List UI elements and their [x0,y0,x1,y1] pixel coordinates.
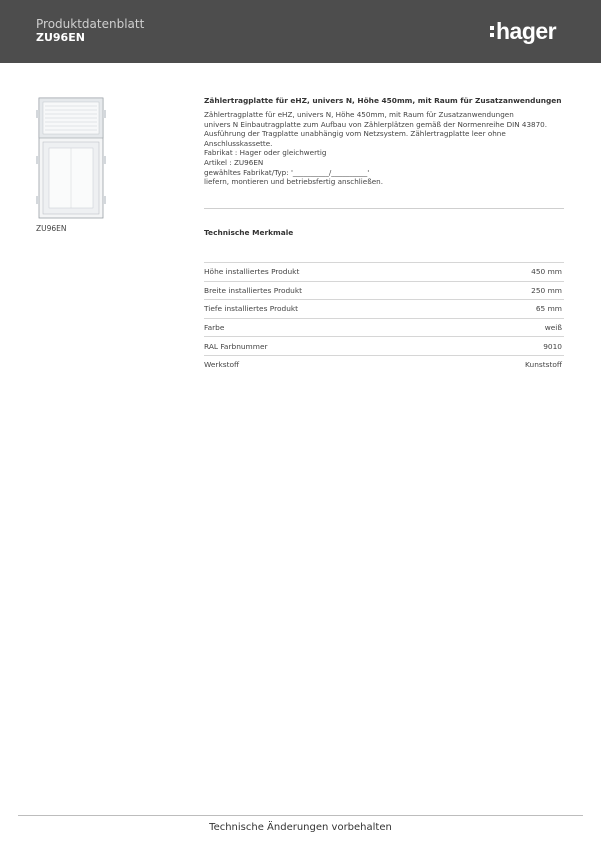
table-row [204,318,564,337]
spec-label: Tiefe installiertes Produkt [204,304,299,314]
table-row [204,262,564,281]
spec-label: Werkstoff [204,360,240,370]
spec-value: weiß [544,323,562,333]
image-caption: ZU96EN [36,224,67,233]
table-row [204,281,564,300]
spec-value: 250 mm [531,285,562,295]
description-line: gewähltes Fabrikat/Typ: '__________/__________' [204,167,370,177]
spec-value: 65 mm [535,304,562,314]
spec-label: Breite installiertes Produkt [204,285,303,295]
page-header [0,0,601,63]
brand-name: hager [496,17,557,44]
table-row [204,355,564,374]
description-line: Zählertragplatte für eHZ, univers N, Höhe 450mm, mit Raum für Zusatzanwendungen [204,110,514,119]
section-divider [204,208,564,209]
spec-value: Kunststoff [525,360,562,370]
description-line: liefern, montieren und betriebsfertig anschließen. [204,177,383,187]
description-line: univers N Einbautragplatte zum Aufbau von Zählerplätzen gemäß der Normenreihe DIN 43870. [204,119,548,129]
spec-value: 9010 [543,341,562,351]
spec-value: 450 mm [531,267,562,277]
document-type: Produktdatenblatt [36,17,145,31]
product-image [35,96,107,220]
footer-note: Technische Änderungen vorbehalten [209,822,392,833]
table-row [204,299,564,318]
description-line: Ausführung der Tragplatte unabhängig vom Netzsystem. Zählertragplatte leer ohne [204,129,506,139]
spec-label: Höhe installiertes Produkt [204,267,300,277]
product-title: Zählertragplatte für eHZ, univers N, Höhe 450mm, mit Raum für Zusatzanwendungen [204,96,562,105]
product-description-block [204,96,564,187]
hager-logo [490,18,556,44]
product-code: ZU96EN [36,31,85,44]
spec-label: Farbe [204,323,225,333]
logo-dots-icon [490,26,494,37]
description-line: Anschlusskassette. [204,138,273,148]
spec-label: RAL Farbnummer [204,341,268,351]
description-line: Fabrikat : Hager oder gleichwertig [204,148,327,158]
table-row [204,336,564,355]
footer-divider [18,815,583,816]
spec-table [204,262,564,374]
features-heading: Technische Merkmale [204,228,294,237]
description-line: Artikel : ZU96EN [204,157,264,167]
